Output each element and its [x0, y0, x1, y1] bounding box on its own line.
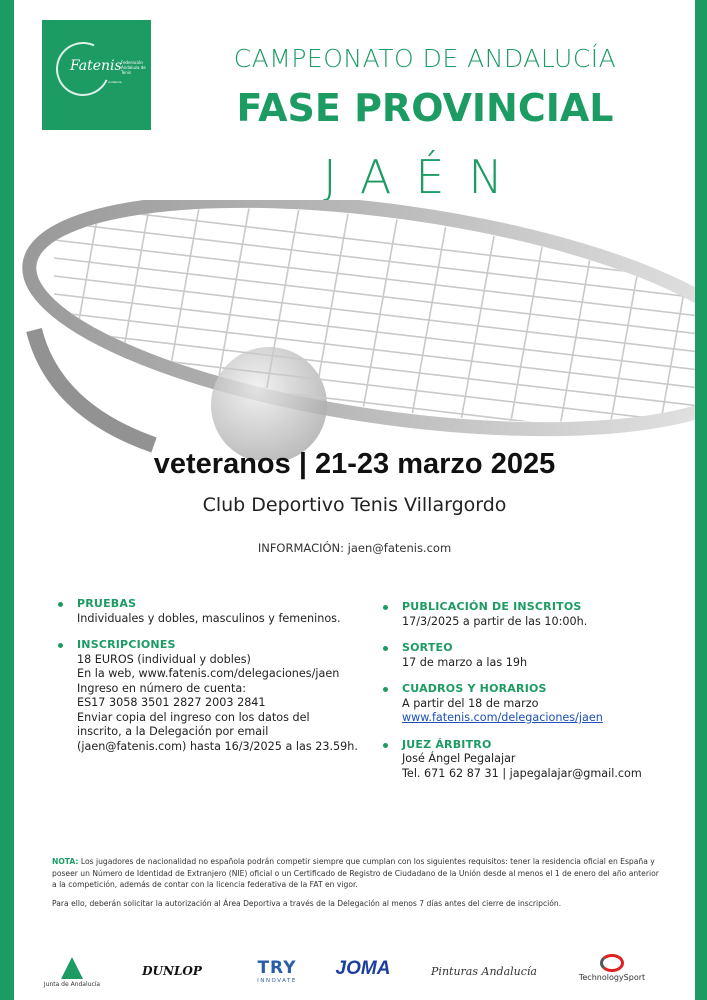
item-title: JUEZ ÁRBITRO — [402, 737, 492, 751]
nota-text: Los jugadores de nacionalidad no española podrán competir siempre que cumplan con los siguientes requisitos: tener la residencia oficial en España y poseer un Número de Identidad de Extranjero (NIE) oficial o un Certificado de Registro de Ciudadano de la Unión desde al menos el 1 de enero del año anterior a la competición, además de contar con la licencia federativa de la FAT en vigor. — [52, 857, 659, 889]
item-line: Individuales y dobles, masculinos y femeninos. — [77, 611, 341, 625]
item-title: CUADROS Y HORARIOS — [402, 682, 547, 695]
nota-label: NOTA: — [52, 857, 79, 866]
item-line: A partir del 18 de marzo — [402, 696, 539, 710]
item-juez — [383, 738, 673, 782]
left-green-border — [0, 0, 14, 1000]
item-title: PRUEBAS — [77, 597, 137, 610]
technology-sport-mark-icon — [600, 954, 624, 972]
sponsor-label: TRY — [257, 958, 297, 978]
sponsor-label: TechnologySport — [578, 973, 646, 982]
junta-mark-icon — [61, 957, 83, 979]
title-fase-provincial: FASE PROVINCIAL — [236, 86, 614, 130]
item-publicacion — [383, 600, 673, 629]
logo-small-text: andaluza — [108, 80, 122, 84]
sponsor-sublabel: INNOVATE — [257, 978, 297, 984]
item-line: 17/3/2025 a partir de las 10:00h. — [402, 614, 588, 628]
right-green-border — [695, 0, 707, 1000]
item-line: Tel. 671 62 87 31 | japegalajar@gmail.com — [402, 766, 642, 780]
item-line: En la web, www.fatenis.com/delegaciones/jaen — [77, 667, 340, 680]
item-cuadros — [383, 682, 673, 726]
sponsor-label: Pinturas Andalucía — [431, 965, 537, 978]
fatenis-logo — [42, 20, 151, 130]
sponsor-label: Junta de Andalucía — [43, 981, 101, 988]
item-title: PUBLICACIÓN DE INSCRITOS — [402, 600, 582, 613]
item-title: INSCRIPCIONES — [77, 638, 176, 651]
item-title: SORTEO — [402, 641, 453, 654]
right-info-column — [383, 600, 673, 793]
logo-subtitle: Federación Andaluza de Tenis — [121, 60, 146, 75]
sponsor-label: JOMA — [335, 958, 391, 979]
joma-logo — [328, 948, 398, 988]
item-line: ES17 3058 3501 2827 2003 2841 — [77, 696, 266, 709]
title-campeonato: CAMPEONATO DE ANDALUCÍA — [233, 44, 617, 73]
item-line: Enviar copia del ingreso con los datos del — [77, 710, 310, 724]
item-sorteo — [383, 641, 673, 670]
technology-sport-logo — [567, 948, 657, 988]
try-innovate-logo — [242, 948, 312, 988]
nota-paragraph-2: Para ello, deberán solicitar la autorización al Área Deportiva a través de la Delegación al menos 7 días antes del cierre de inscripción. — [52, 899, 562, 908]
venue-name: Club Deportivo Tenis Villargordo — [202, 494, 507, 516]
dunlop-logo — [122, 948, 222, 988]
item-line: 18 EUROS (individual y dobles) — [77, 652, 251, 666]
title-jaen: JAÉN — [323, 150, 527, 204]
junta-andalucia-logo — [42, 948, 102, 988]
left-info-column — [58, 597, 358, 766]
item-pruebas — [58, 597, 358, 626]
sponsor-label: DUNLOP — [142, 964, 202, 978]
tennis-racket-image — [14, 200, 695, 460]
cuadros-link[interactable]: www.fatenis.com/delegaciones/jaen — [402, 711, 603, 724]
sponsor-bar — [42, 948, 662, 988]
item-line: 17 de marzo a las 19h — [402, 655, 528, 669]
info-contact: INFORMACIÓN: jaen@fatenis.com — [257, 541, 452, 555]
item-line: inscrito, a la Delegación por email — [77, 725, 269, 738]
pinturas-andalucia-logo — [414, 948, 554, 988]
item-line: Ingreso en número de cuenta: — [77, 681, 246, 695]
category-and-dates: veteranos | 21-23 marzo 2025 — [153, 448, 556, 480]
logo-name: Fatenis — [70, 58, 122, 74]
item-line: (jaen@fatenis.com) hasta 16/3/2025 a las 23.59h. — [77, 739, 358, 753]
nota-paragraph — [52, 856, 662, 891]
item-inscripciones — [58, 638, 358, 754]
item-line: José Ángel Pegalajar — [402, 752, 516, 765]
